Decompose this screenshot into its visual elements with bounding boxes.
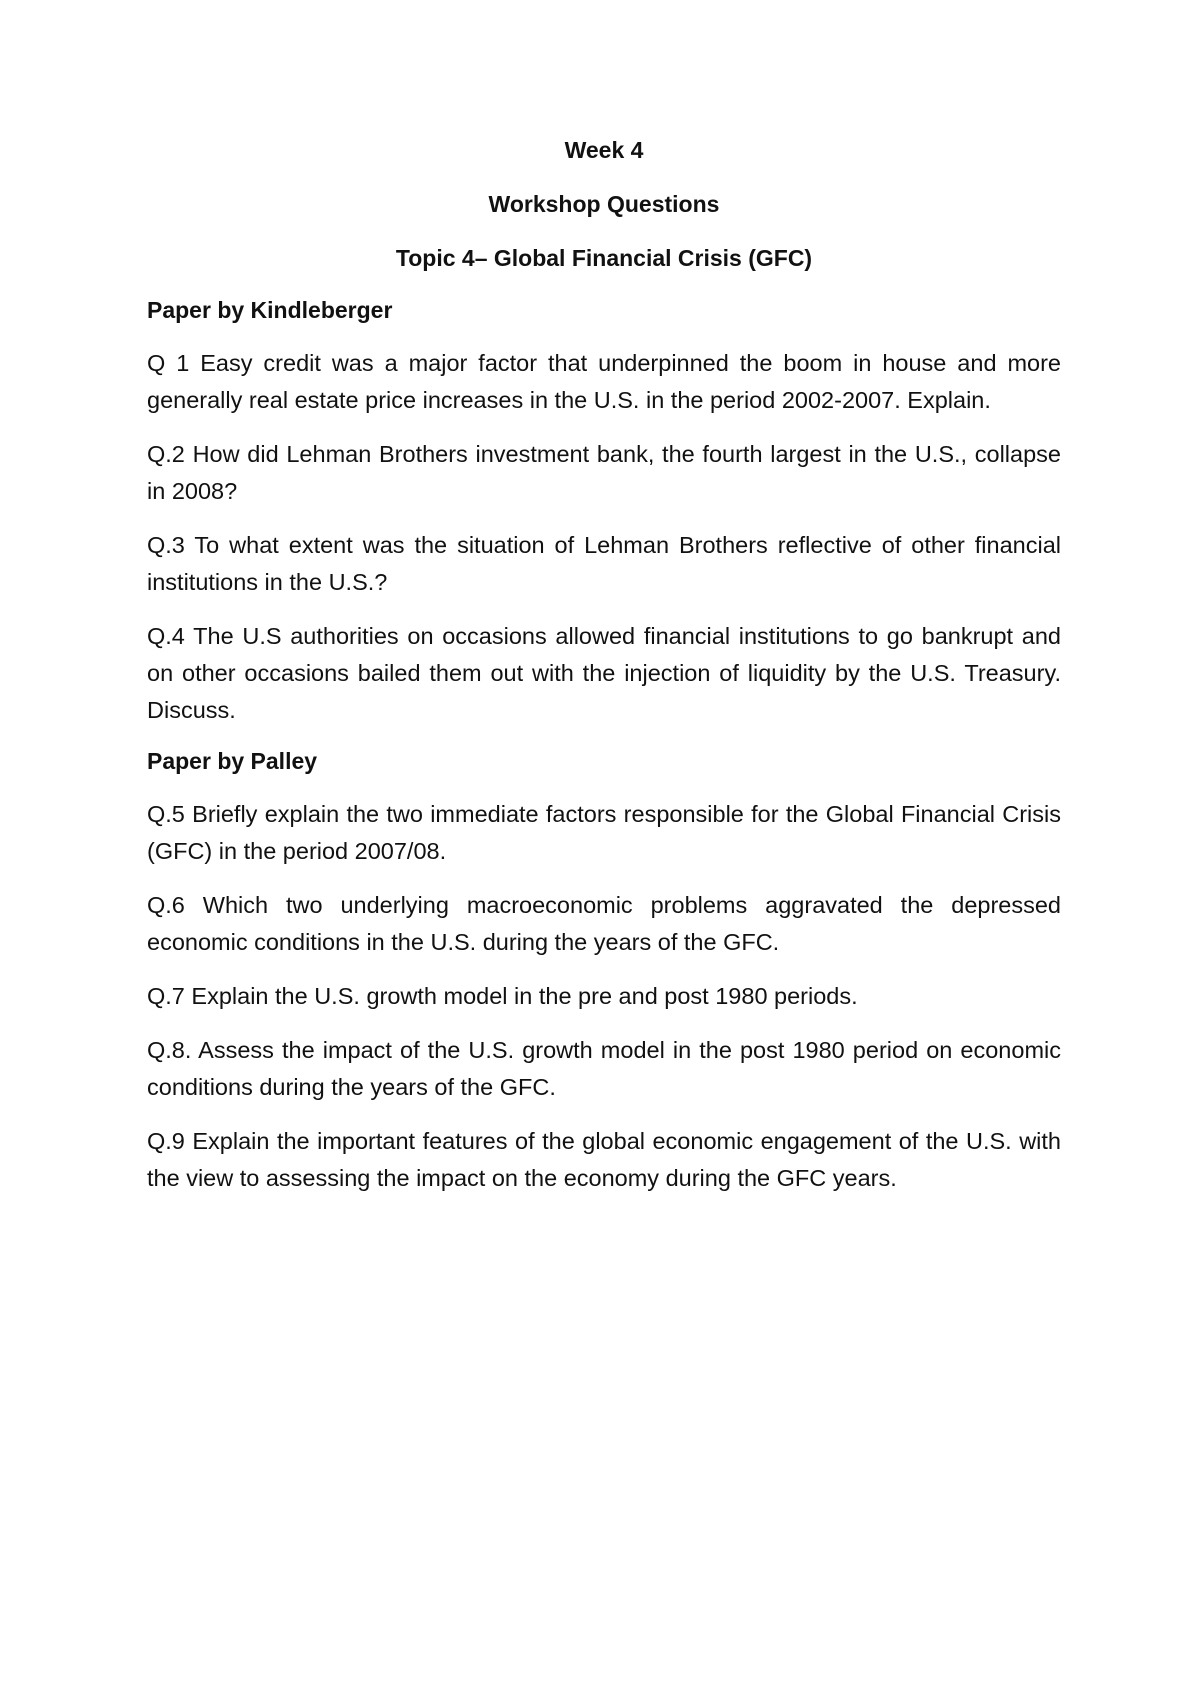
section-title-palley: Paper by Palley bbox=[147, 748, 318, 774]
question-2: Q.2 How did Lehman Brothers investment bank, the fourth largest in the U.S., collapse in 2008? bbox=[147, 441, 1061, 504]
section-title-kindleberger: Paper by Kindleberger bbox=[147, 297, 393, 323]
topic-heading: Topic 4– Global Financial Crisis (GFC) bbox=[395, 245, 813, 271]
document-page bbox=[147, 135, 1061, 1214]
question-5: Q.5 Briefly explain the two immediate factors responsible for the Global Financial Crisis (GFC) in the period 2007/08. bbox=[147, 801, 1061, 864]
workshop-heading: Workshop Questions bbox=[488, 191, 720, 217]
week-heading: Week 4 bbox=[564, 137, 644, 163]
question-4: Q.4 The U.S authorities on occasions allowed financial institutions to go bankrupt and on other occasions bailed them out with the injection of liquidity by the U.S. Treasury. Discuss. bbox=[147, 623, 1061, 723]
question-8: Q.8. Assess the impact of the U.S. growth model in the post 1980 period on economic conditions during the years of the GFC. bbox=[147, 1037, 1061, 1100]
question-1: Q 1 Easy credit was a major factor that underpinned the boom in house and more generally real estate price increases in the U.S. in the period 2002-2007. Explain. bbox=[147, 350, 1061, 413]
question-9: Q.9 Explain the important features of the global economic engagement of the U.S. with the view to assessing the impact on the economy during the GFC years. bbox=[147, 1128, 1061, 1191]
question-6: Q.6 Which two underlying macroeconomic problems aggravated the depressed economic conditions in the U.S. during the years of the GFC. bbox=[147, 892, 1061, 955]
question-7: Q.7 Explain the U.S. growth model in the pre and post 1980 periods. bbox=[147, 983, 858, 1009]
question-3: Q.3 To what extent was the situation of Lehman Brothers reflective of other financial institutions in the U.S.? bbox=[147, 532, 1061, 595]
